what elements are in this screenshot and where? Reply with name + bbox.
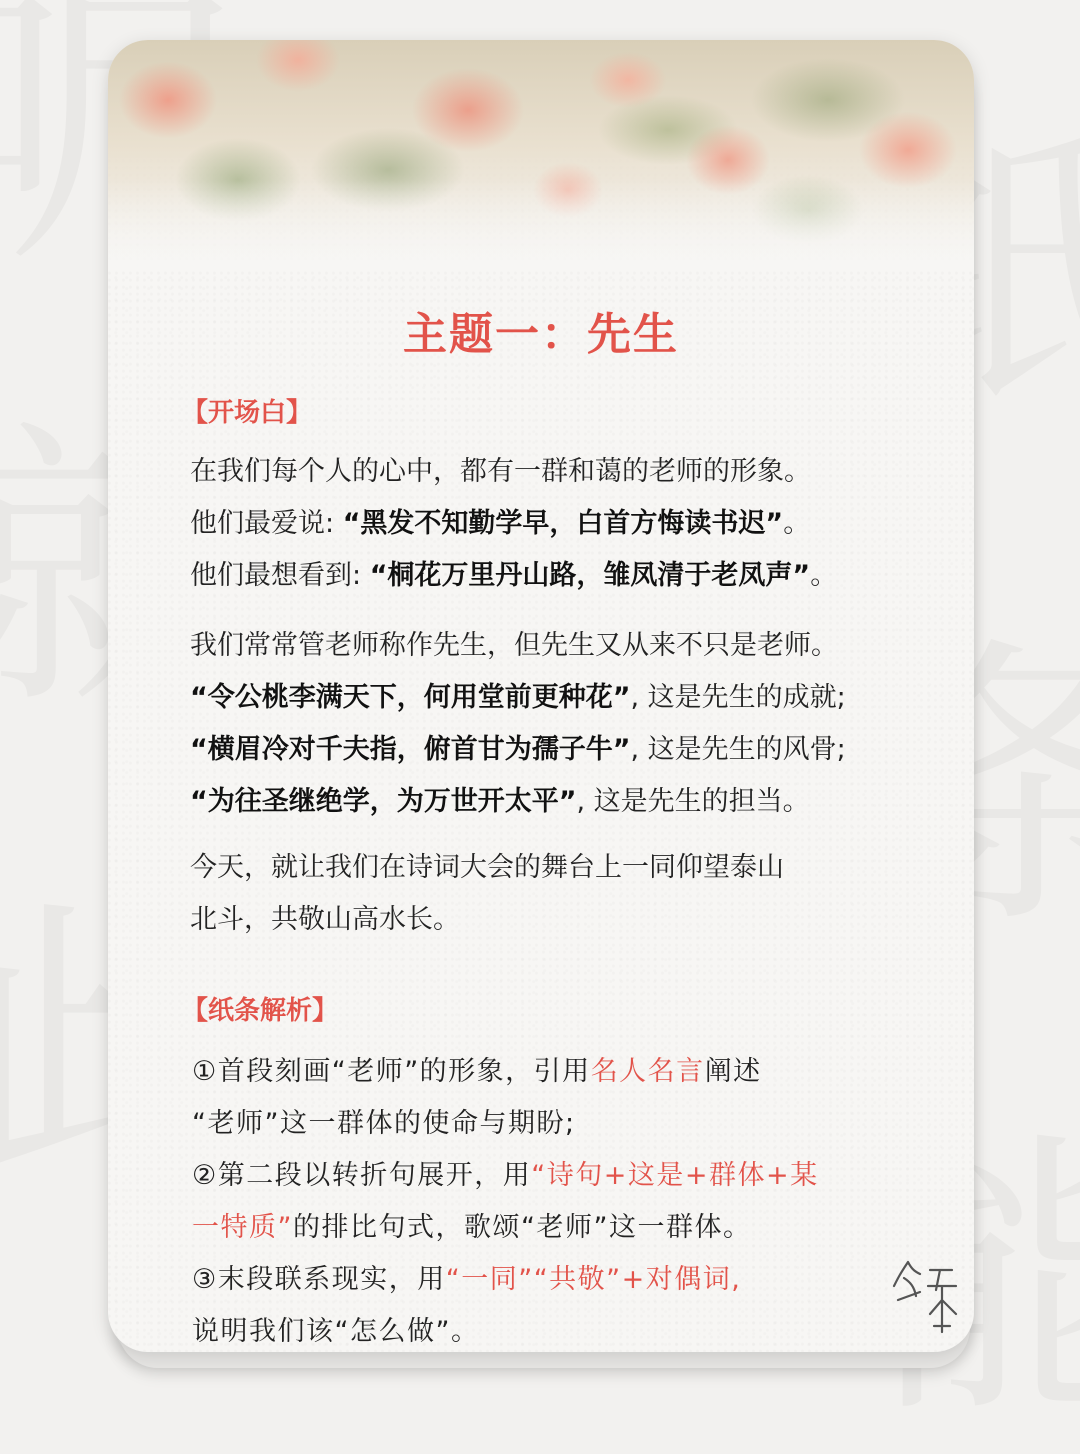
text-line: “令公桃李满天下，何用堂前更种花”, 这是先生的成就; [190, 682, 846, 713]
analysis-notes [192, 1046, 932, 1352]
opening-label: 【开场白】 [182, 398, 313, 428]
text-line: “为往圣继绝学，为万世开太平”, 这是先生的担当。 [190, 786, 810, 817]
highlight: 名人名言 [590, 1056, 705, 1087]
poem-quote: “为往圣继绝学，为万世开太平” [190, 786, 577, 817]
text-line: 在我们每个人的心中，都有一群和蔼的老师的形象。 [190, 456, 811, 487]
analysis-line: 说明我们该“怎么做”。 [192, 1316, 480, 1347]
text-line: 他们最爱说: “黑发不知勤学早，白首方悔读书迟”。 [190, 508, 811, 539]
page-title: 主题一：先生 [403, 309, 679, 360]
analysis-line: “老师”这一群体的使命与期盼; [192, 1108, 576, 1139]
calligraphy-seal-logo [890, 1256, 960, 1336]
highlight: 一特质” [192, 1212, 293, 1243]
highlight: “一同”“共敬”+对偶词, [445, 1264, 742, 1295]
analysis-line: 一特质”的排比句式，歌颂“老师”这一群体。 [192, 1212, 752, 1243]
poem-quote: “桐花万里丹山路，雏凤清于老凤声” [369, 560, 811, 591]
poem-quote: “令公桃李满天下，何用堂前更种花” [190, 682, 631, 713]
opening-paragraph-2 [190, 620, 930, 828]
text-line: 今天，就让我们在诗词大会的舞台上一同仰望泰山 [190, 852, 784, 883]
opening-paragraph-3 [190, 842, 930, 946]
poem-quote: “横眉冷对千夫指，俯首甘为孺子牛” [190, 734, 631, 765]
text-line: “横眉冷对千夫指，俯首甘为孺子牛”, 这是先生的风骨; [190, 734, 846, 765]
text-line: 我们常常管老师称作先生，但先生又从来不只是老师。 [190, 630, 838, 661]
highlight: “诗句+这是+群体+某 [531, 1160, 819, 1191]
analysis-line: ②第二段以转折句展开，用“诗句+这是+群体+某 [192, 1160, 819, 1191]
analysis-line: ①首段刻画“老师”的形象，引用名人名言阐述 [192, 1056, 762, 1087]
text-line: 他们最想看到: “桐花万里丹山路，雏凤清于老凤声”。 [190, 560, 838, 591]
poem-quote: “黑发不知勤学早，白首方悔读书迟” [342, 508, 784, 539]
analysis-line: ③末段联系现实，用“一同”“共敬”+对偶词, [192, 1264, 742, 1295]
opening-paragraph-1 [190, 446, 930, 602]
content-card [108, 40, 974, 1352]
text-line: 北斗，共敬山高水长。 [190, 904, 460, 935]
analysis-label: 【纸条解析】 [182, 996, 339, 1026]
